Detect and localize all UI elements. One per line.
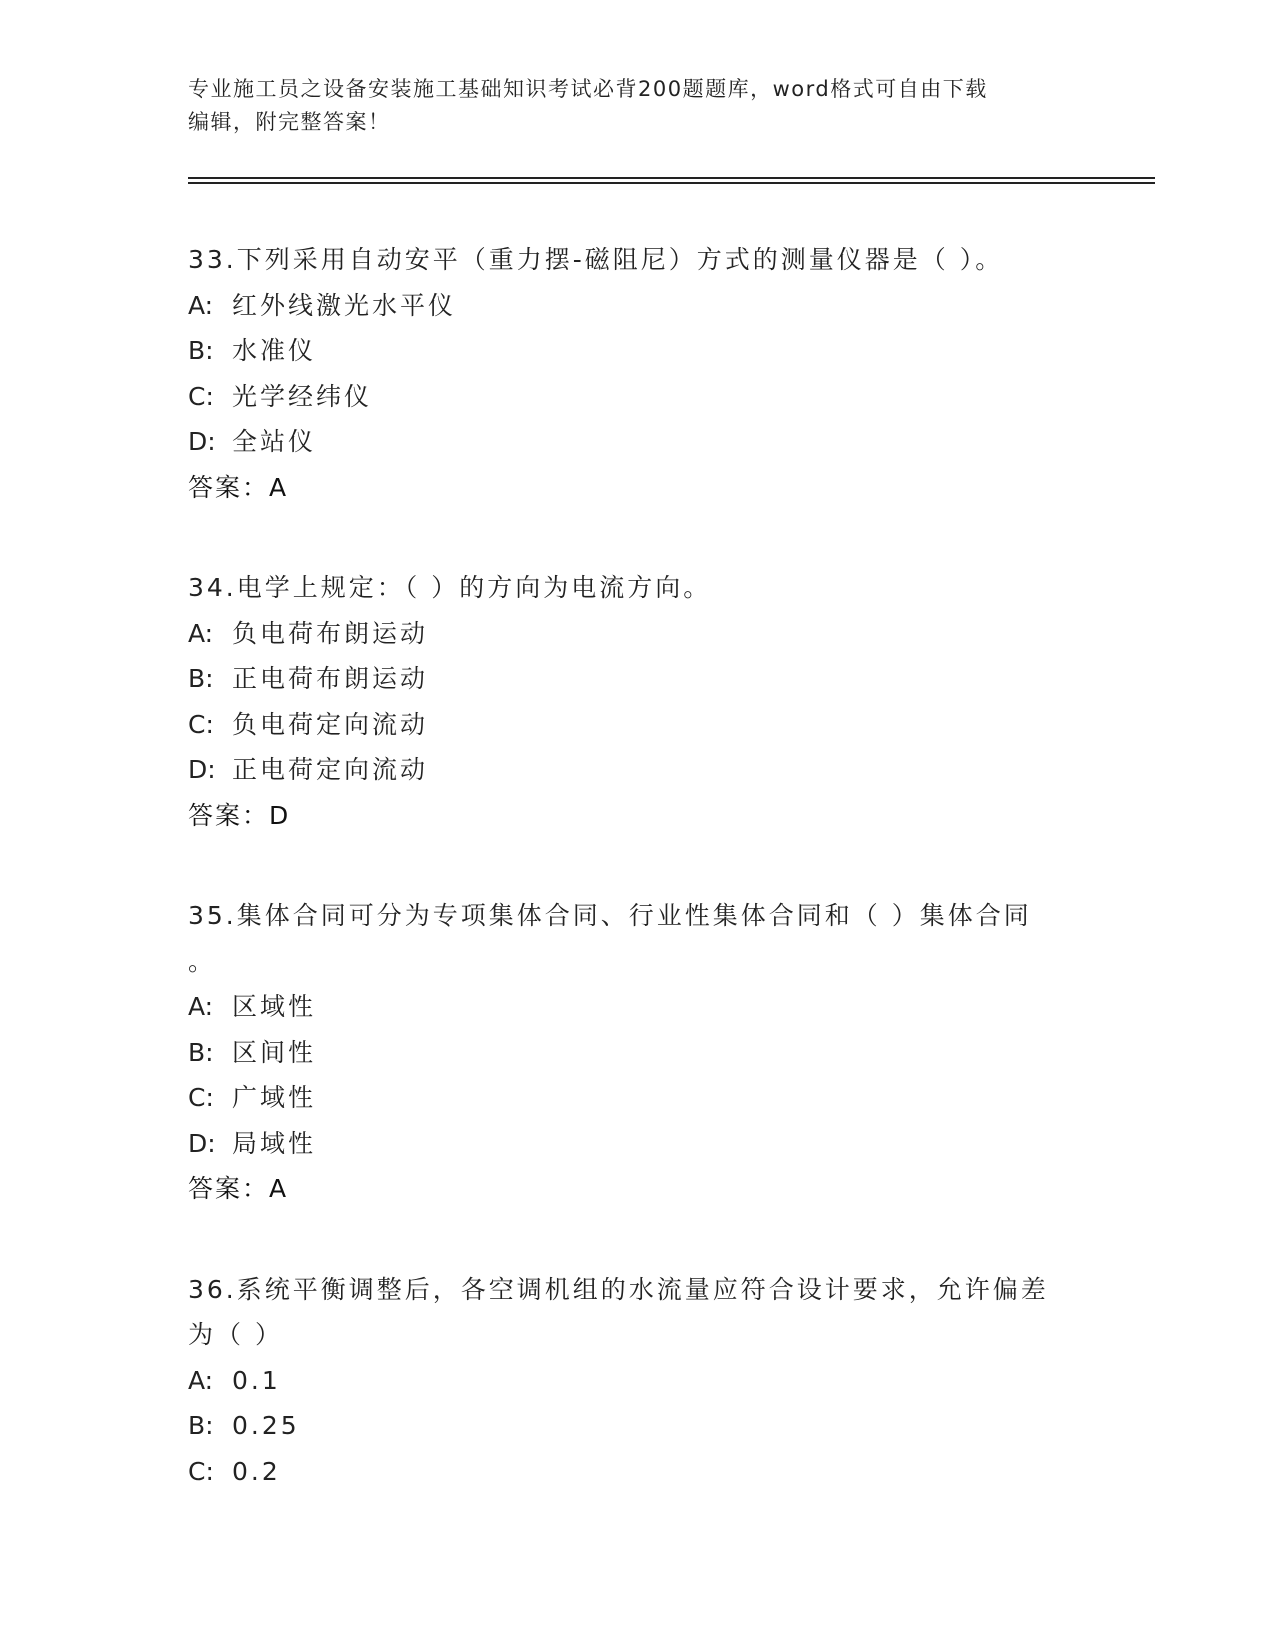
option-a [188, 611, 1088, 657]
option-text: 负电荷定向流动 [232, 709, 429, 739]
option-text: 正电荷布朗运动 [232, 664, 429, 693]
question-stem: 36.系统平衡调整后，各空调机组的水流量应符合设计要求，允许偏差 [188, 1274, 1049, 1304]
option-letter: A: [188, 992, 214, 1021]
option-letter: A: [188, 290, 214, 320]
question-list [188, 237, 1088, 1549]
option-text: 水准仪 [232, 336, 317, 365]
option-letter: A: [188, 618, 214, 648]
option-b [188, 1030, 1088, 1076]
header-divider-bottom [188, 182, 1155, 184]
question-stem-continuation: 。 [188, 946, 217, 976]
option-c [188, 702, 1088, 748]
option-text: 0.25 [232, 1411, 300, 1440]
header-line-1: 专业施工员之设备安装施工基础知识考试必背200题题库，word格式可自由下载 [188, 77, 988, 101]
option-text: 0.2 [232, 1456, 281, 1486]
option-letter: B: [188, 1037, 214, 1067]
option-letter: D: [188, 755, 216, 784]
option-text: 负电荷布朗运动 [232, 618, 429, 648]
question-36 [188, 1267, 1088, 1495]
question-stem: 35.集体合同可分为专项集体合同、行业性集体合同和（ ）集体合同 [188, 901, 1032, 930]
question-stem-continuation: 为（ ） [188, 1320, 283, 1349]
question-stem: 34.电学上规定：（ ）的方向为电流方向。 [188, 573, 712, 602]
option-b [188, 1403, 1088, 1449]
option-letter: C: [188, 1456, 214, 1486]
option-letter: A: [188, 1365, 214, 1395]
question-35 [188, 893, 1088, 1212]
option-d [188, 419, 1088, 465]
option-letter: C: [188, 1083, 214, 1112]
option-b [188, 328, 1088, 374]
option-text: 正电荷定向流动 [232, 755, 429, 784]
option-d [188, 1121, 1088, 1167]
option-a [188, 984, 1088, 1030]
document-header [188, 73, 1088, 139]
option-c [188, 1449, 1088, 1495]
option-text: 区域性 [232, 992, 317, 1021]
answer-line: 答案：A [188, 472, 289, 502]
option-letter: B: [188, 1411, 214, 1440]
option-text: 光学经纬仪 [232, 381, 373, 411]
option-c [188, 1075, 1088, 1121]
option-text: 全站仪 [232, 427, 317, 456]
option-text: 0.1 [232, 1365, 281, 1395]
answer-line: 答案：A [188, 1174, 289, 1203]
option-letter: D: [188, 427, 216, 456]
option-a [188, 1358, 1088, 1404]
option-letter: C: [188, 709, 214, 739]
option-text: 局域性 [232, 1128, 317, 1158]
option-a [188, 283, 1088, 329]
option-c [188, 374, 1088, 420]
option-text: 区间性 [232, 1037, 317, 1067]
option-letter: B: [188, 336, 214, 365]
question-34 [188, 565, 1088, 838]
option-text: 广域性 [232, 1083, 317, 1112]
header-line-2: 编辑，附完整答案！ [188, 110, 391, 134]
option-letter: B: [188, 664, 214, 693]
option-text: 红外线激光水平仪 [232, 290, 457, 320]
option-d [188, 747, 1088, 793]
option-letter: C: [188, 381, 214, 411]
option-b [188, 656, 1088, 702]
question-stem: 33.下列采用自动安平（重力摆-磁阻尼）方式的测量仪器是（ ）。 [188, 245, 1004, 274]
header-divider-top [188, 177, 1155, 179]
answer-line: 答案：D [188, 800, 291, 830]
question-33 [188, 237, 1088, 510]
option-letter: D: [188, 1128, 216, 1158]
